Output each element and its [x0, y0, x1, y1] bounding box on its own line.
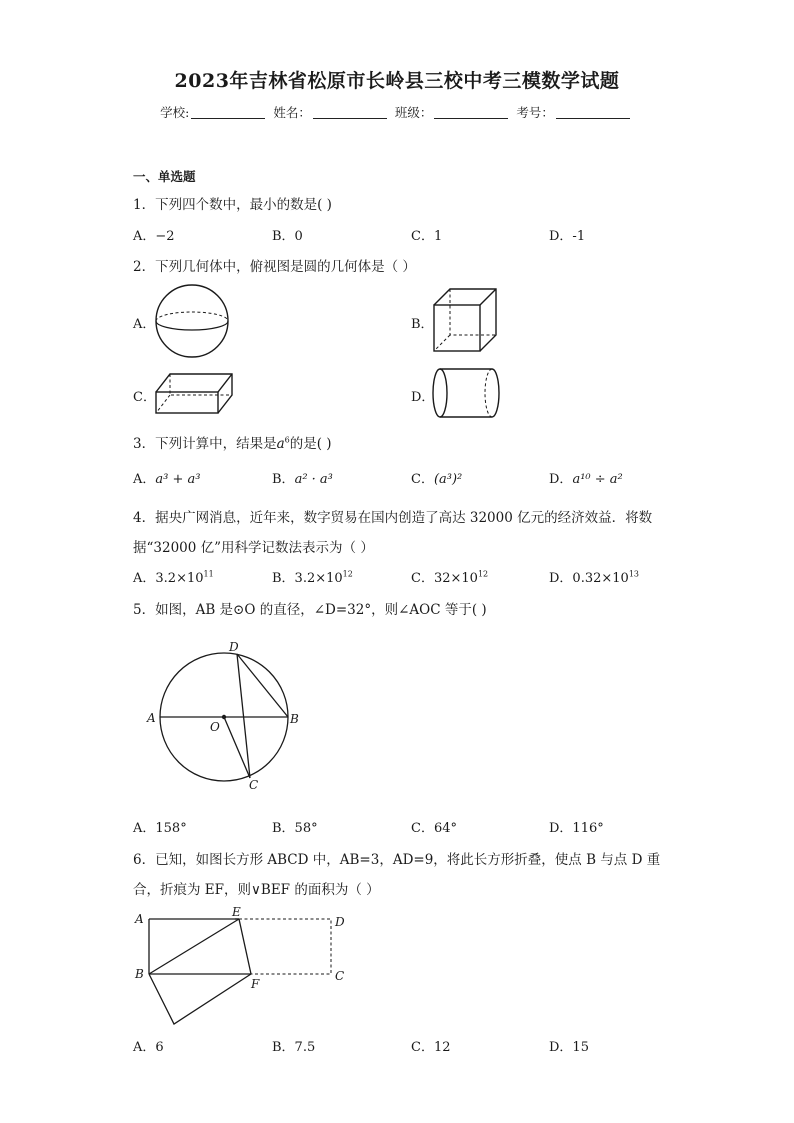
- name-label: 姓名：: [273, 105, 311, 120]
- q3-d-expr: a¹⁰ ÷ a²: [572, 472, 623, 487]
- q2-option-d[interactable]: D．: [411, 390, 435, 405]
- name-field[interactable]: [313, 106, 387, 119]
- q5-option-b[interactable]: B．58°: [272, 821, 318, 836]
- q5-label-b: B: [290, 712, 299, 726]
- q6-label-d: D: [335, 915, 345, 929]
- q3-stem-var: a: [276, 436, 285, 452]
- q3-b-expr: a² · a³: [294, 472, 333, 487]
- q5-option-d[interactable]: D．116°: [549, 821, 604, 836]
- q6-stem-line2: 合，折痕为 EF，则∨BEF 的面积为（ ）: [133, 882, 380, 898]
- q6-stem-line1: 6．已知，如图长方形 ABCD 中，AB=3，AD=9，将此长方形折叠，使点 B 与点 D 重: [133, 852, 661, 868]
- q3-stem: [133, 432, 332, 452]
- q3-c-expr: (a³)²: [433, 472, 463, 487]
- q6-label-a: A: [135, 912, 144, 926]
- q3-a-label: A．: [133, 472, 156, 487]
- q1-option-a[interactable]: A．−2: [133, 229, 175, 244]
- q3-c-label: C．: [411, 472, 434, 487]
- q1-option-b[interactable]: B．0: [272, 229, 303, 244]
- q4-b-base: B．3.2×10: [272, 571, 343, 586]
- q1-option-c[interactable]: C．1: [411, 229, 443, 244]
- id-field[interactable]: [556, 106, 630, 119]
- q3-option-c[interactable]: [411, 468, 462, 487]
- section-heading: 一、单选题: [133, 169, 196, 184]
- q6-label-c: C: [335, 969, 345, 983]
- q4-a-base: A．3.2×10: [133, 571, 204, 586]
- id-label: 考号：: [516, 105, 554, 120]
- q4-c-base: C．32×10: [411, 571, 478, 586]
- q4-option-a[interactable]: [133, 567, 214, 586]
- q4-stem-line1: 4．据央广网消息，近年来，数字贸易在国内创造了高达 32000 亿元的经济效益．将数: [133, 510, 653, 526]
- q3-option-b[interactable]: [272, 468, 333, 487]
- q3-option-d[interactable]: [549, 468, 623, 487]
- q3-stem-exp: 6: [284, 435, 290, 445]
- class-field[interactable]: [434, 106, 508, 119]
- q4-d-base: D．0.32×10: [549, 571, 629, 586]
- q3-stem-tail: 的是( ): [289, 436, 332, 452]
- q5-label-o: O: [210, 720, 220, 734]
- page-title: 2023年吉林省松原市长岭县三校中考三模数学试题: [174, 70, 620, 92]
- q3-a-expr: a³ + a³: [155, 472, 201, 487]
- q6-option-a[interactable]: A．6: [133, 1040, 164, 1055]
- q4-a-exp: 11: [203, 569, 214, 579]
- q6-label-e: E: [232, 905, 241, 919]
- q2-stem: 2．下列几何体中，俯视图是圆的几何体是（ ）: [133, 259, 416, 275]
- q4-option-c[interactable]: [411, 567, 488, 586]
- q6-rectangle-figure: [133, 905, 358, 1030]
- q4-stem-line2: 据“32000 亿”用科学记数法表示为（ ）: [133, 540, 374, 556]
- q6-option-c[interactable]: C．12: [411, 1040, 451, 1055]
- q1-option-d[interactable]: D．-1: [549, 229, 586, 244]
- student-info-line: [0, 103, 794, 121]
- cuboid-figure: [152, 368, 238, 418]
- q5-circle-figure: [140, 634, 310, 794]
- q1-stem: 1．下列四个数中，最小的数是( ): [133, 197, 332, 213]
- q5-label-c: C: [249, 778, 259, 792]
- q3-stem-text: 3．下列计算中，结果是: [133, 436, 277, 452]
- q3-b-label: B．: [272, 472, 295, 487]
- q5-label-a: A: [147, 711, 156, 725]
- q2-option-c[interactable]: C．: [133, 390, 156, 405]
- q4-c-exp: 12: [477, 569, 489, 579]
- q4-b-exp: 12: [342, 569, 353, 579]
- q2-option-b[interactable]: B．: [411, 317, 434, 332]
- q4-option-b[interactable]: [272, 567, 353, 586]
- school-field[interactable]: [191, 106, 265, 119]
- q6-option-b[interactable]: B．7.5: [272, 1040, 316, 1055]
- class-label: 班级：: [394, 105, 433, 120]
- q4-d-exp: 13: [628, 569, 639, 579]
- q3-d-label: D．: [549, 472, 573, 487]
- q5-label-d: D: [229, 640, 239, 654]
- q4-option-d[interactable]: [549, 567, 639, 586]
- q6-label-b: B: [135, 967, 144, 981]
- q5-option-c[interactable]: C．64°: [411, 821, 457, 836]
- q6-option-d[interactable]: D．15: [549, 1040, 589, 1055]
- q3-option-a[interactable]: [133, 468, 200, 487]
- q5-option-a[interactable]: A．158°: [133, 821, 187, 836]
- q2-option-a[interactable]: A．: [133, 317, 156, 332]
- cylinder-figure: [430, 365, 504, 421]
- q6-label-f: F: [251, 977, 260, 991]
- school-label: 学校:: [160, 105, 190, 120]
- sphere-figure: [152, 283, 236, 361]
- cube-figure: [430, 285, 502, 357]
- q5-stem: 5．如图，AB 是⊙O 的直径，∠D=32°，则∠AOC 等于( ): [133, 602, 487, 618]
